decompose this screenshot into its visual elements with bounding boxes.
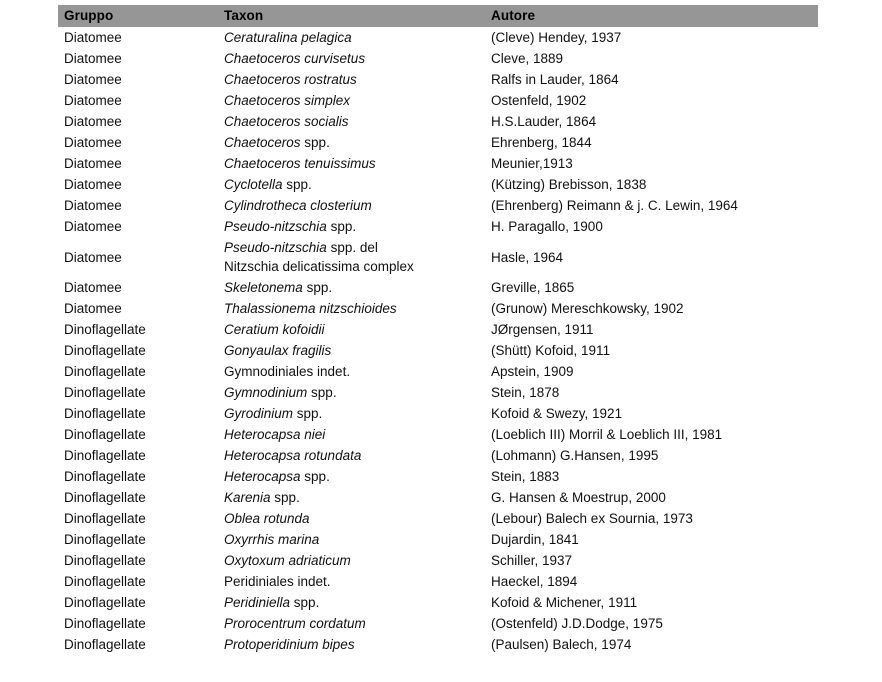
cell-gruppo: Dinoflagellate — [64, 615, 146, 631]
taxon-fragment: spp. — [306, 279, 333, 295]
cell-gruppo: Dinoflagellate — [64, 531, 146, 547]
table-row — [58, 550, 818, 571]
cell-autore: Haeckel, 1894 — [491, 573, 578, 589]
cell-gruppo: Dinoflagellate — [64, 594, 146, 610]
cell-taxon — [218, 216, 485, 237]
cell-taxon — [218, 111, 485, 132]
taxon-fragment: spp. — [293, 594, 320, 610]
cell-gruppo: Diatomee — [64, 50, 122, 66]
table-row — [58, 634, 818, 655]
cell-gruppo: Diatomee — [64, 134, 122, 150]
cell-taxon — [218, 424, 485, 445]
taxon-fragment: Chaetoceros socialis — [224, 113, 349, 129]
cell-gruppo: Diatomee — [64, 176, 122, 192]
taxon-fragment: Pseudo-nitzschia — [224, 218, 331, 234]
table-row — [58, 529, 818, 550]
table-row — [58, 592, 818, 613]
cell-autore: (Ehrenberg) Reimann & j. C. Lewin, 1964 — [491, 197, 738, 213]
cell-autore: (Lohmann) G.Hansen, 1995 — [491, 447, 659, 463]
taxon-fragment: Oblea rotunda — [224, 510, 310, 526]
table-row — [58, 340, 818, 361]
table-row — [58, 403, 818, 424]
cell-autore: JØrgensen, 1911 — [491, 321, 594, 337]
taxon-fragment: Oxytoxum adriaticum — [224, 552, 351, 568]
cell-taxon — [218, 634, 485, 655]
cell-gruppo: Dinoflagellate — [64, 426, 146, 442]
column-header-taxon: Taxon — [224, 8, 264, 23]
cell-gruppo: Dinoflagellate — [64, 405, 146, 421]
cell-autore: Kofoid & Michener, 1911 — [491, 594, 638, 610]
cell-autore: (Cleve) Hendey, 1937 — [491, 29, 622, 45]
taxon-fragment: Chaetoceros rostratus — [224, 71, 357, 87]
taxon-fragment: spp. — [304, 468, 330, 484]
cell-gruppo: Dinoflagellate — [64, 636, 146, 652]
cell-gruppo: Dinoflagellate — [64, 384, 146, 400]
cell-taxon — [218, 27, 485, 48]
cell-autore: (Shütt) Kofoid, 1911 — [491, 342, 611, 358]
cell-autore: G. Hansen & Moestrup, 2000 — [491, 489, 666, 505]
taxon-fragment: Skeletonema — [224, 279, 307, 295]
taxon-fragment: spp. — [286, 176, 312, 192]
taxon-fragment: Ceraturalina pelagica — [224, 29, 352, 45]
cell-taxon — [218, 487, 485, 508]
taxon-fragment: Gymnodinium — [224, 384, 312, 400]
taxon-fragment: Gyrodinium — [224, 405, 297, 421]
cell-taxon — [218, 571, 485, 592]
table-row — [58, 361, 818, 382]
taxon-fragment: Peridiniales indet. — [224, 573, 331, 589]
taxon-fragment: Chaetoceros — [224, 134, 305, 150]
table-row — [58, 48, 818, 69]
cell-autore: Greville, 1865 — [491, 279, 575, 295]
cell-taxon — [218, 237, 485, 277]
column-header-autore: Autore — [491, 8, 536, 23]
table-row — [58, 132, 818, 153]
table-row — [58, 90, 818, 111]
cell-autore: Apstein, 1909 — [491, 363, 574, 379]
cell-taxon — [218, 298, 485, 319]
table-row — [58, 487, 818, 508]
cell-taxon — [218, 277, 485, 298]
cell-gruppo: Dinoflagellate — [64, 363, 146, 379]
taxon-fragment: Oxyrrhis marina — [224, 531, 320, 547]
cell-autore: Ostenfeld, 1902 — [491, 92, 587, 108]
table-row — [58, 319, 818, 340]
cell-autore: Meunier,1913 — [491, 155, 573, 171]
cell-autore: Kofoid & Swezy, 1921 — [491, 405, 623, 421]
cell-gruppo: Dinoflagellate — [64, 342, 146, 358]
cell-autore: Ralfs in Lauder, 1864 — [491, 71, 619, 87]
table-row — [58, 445, 818, 466]
taxon-fragment: spp. — [274, 489, 300, 505]
cell-taxon — [218, 403, 485, 424]
cell-gruppo: Diatomee — [64, 197, 122, 213]
cell-gruppo: Dinoflagellate — [64, 552, 146, 568]
cell-autore: H.S.Lauder, 1864 — [491, 113, 597, 129]
taxon-fragment: Chaetoceros tenuissimus — [224, 155, 376, 171]
taxon-fragment: spp. del — [330, 240, 378, 255]
taxon-fragment: Pseudo-nitzschia — [224, 240, 331, 255]
table-row — [58, 277, 818, 298]
taxon-fragment: Cyclotella — [224, 176, 287, 192]
table-row — [58, 298, 818, 319]
table-row — [58, 382, 818, 403]
species-table — [58, 5, 818, 655]
cell-taxon — [218, 195, 485, 216]
cell-taxon — [218, 466, 485, 487]
cell-gruppo: Diatomee — [64, 249, 122, 265]
cell-taxon — [218, 340, 485, 361]
cell-gruppo: Diatomee — [64, 29, 122, 45]
table-row — [58, 466, 818, 487]
cell-autore: Cleve, 1889 — [491, 50, 564, 66]
cell-autore: (Lebour) Balech ex Sournia, 1973 — [491, 510, 693, 526]
taxon-fragment: spp. — [296, 405, 323, 421]
taxon-fragment: Peridiniella — [224, 594, 294, 610]
taxon-fragment: Gonyaulax fragilis — [224, 342, 332, 358]
cell-taxon — [218, 445, 485, 466]
cell-autore: (Loeblich III) Morril & Loeblich III, 1981 — [491, 426, 723, 442]
taxon-fragment: Heterocapsa rotundata — [224, 447, 362, 463]
table-row — [58, 111, 818, 132]
table-row — [58, 153, 818, 174]
table-body — [58, 27, 818, 655]
table-row — [58, 571, 818, 592]
cell-autore: (Grunow) Mereschkowsky, 1902 — [491, 300, 684, 316]
cell-taxon — [218, 319, 485, 340]
table-row — [58, 613, 818, 634]
taxon-fragment: Gymnodiniales indet. — [224, 363, 351, 379]
taxon-fragment: spp. — [330, 218, 357, 234]
table-row — [58, 508, 818, 529]
taxon-fragment: Chaetoceros simplex — [224, 92, 351, 108]
table-row — [58, 27, 818, 48]
cell-taxon — [218, 48, 485, 69]
cell-autore: Stein, 1878 — [491, 384, 560, 400]
cell-gruppo: Diatomee — [64, 279, 122, 295]
cell-autore: Dujardin, 1841 — [491, 531, 579, 547]
cell-taxon — [218, 529, 485, 550]
taxon-fragment: spp. — [304, 134, 330, 150]
cell-autore: Ehrenberg, 1844 — [491, 134, 592, 150]
taxon-fragment: Thalassionema nitzschioides — [224, 300, 397, 316]
table-row — [58, 237, 818, 277]
cell-taxon — [218, 174, 485, 195]
cell-taxon — [218, 153, 485, 174]
taxon-fragment: Protoperidinium bipes — [224, 636, 355, 652]
taxon-fragment: Chaetoceros curvisetus — [224, 50, 366, 66]
table-header — [58, 5, 818, 27]
table-row — [58, 69, 818, 90]
cell-autore: Schiller, 1937 — [491, 552, 573, 568]
cell-autore: (Kützing) Brebisson, 1838 — [491, 176, 647, 192]
table-header-row — [58, 5, 818, 27]
taxon-fragment: Ceratium kofoidii — [224, 321, 325, 337]
cell-gruppo: Dinoflagellate — [64, 489, 146, 505]
cell-taxon — [218, 90, 485, 111]
taxon-fragment: Heterocapsa niei — [224, 426, 326, 442]
cell-taxon — [218, 613, 485, 634]
cell-taxon — [218, 69, 485, 90]
cell-autore: Stein, 1883 — [491, 468, 560, 484]
table-row — [58, 195, 818, 216]
taxon-fragment: Cylindrotheca closterium — [224, 197, 372, 213]
cell-gruppo: Diatomee — [64, 300, 122, 316]
cell-gruppo: Dinoflagellate — [64, 468, 146, 484]
cell-gruppo: Diatomee — [64, 71, 122, 87]
cell-gruppo: Dinoflagellate — [64, 510, 146, 526]
cell-gruppo: Diatomee — [64, 113, 122, 129]
cell-taxon — [218, 361, 485, 382]
cell-autore: (Paulsen) Balech, 1974 — [491, 636, 632, 652]
taxon-fragment: Nitzschia delicatissima complex — [224, 259, 414, 274]
cell-autore: H. Paragallo, 1900 — [491, 218, 603, 234]
cell-autore: (Ostenfeld) J.D.Dodge, 1975 — [491, 615, 663, 631]
table-row — [58, 174, 818, 195]
cell-gruppo: Diatomee — [64, 92, 122, 108]
cell-gruppo: Diatomee — [64, 218, 122, 234]
cell-gruppo: Dinoflagellate — [64, 321, 146, 337]
taxon-fragment: Heterocapsa — [224, 468, 305, 484]
cell-taxon — [218, 132, 485, 153]
cell-gruppo: Diatomee — [64, 155, 122, 171]
taxon-fragment: Karenia — [224, 489, 275, 505]
column-header-gruppo: Gruppo — [64, 8, 114, 23]
cell-gruppo: Dinoflagellate — [64, 573, 146, 589]
table-row — [58, 216, 818, 237]
cell-taxon — [218, 508, 485, 529]
taxon-fragment: spp. — [311, 384, 337, 400]
cell-autore: Hasle, 1964 — [491, 249, 564, 265]
cell-taxon — [218, 592, 485, 613]
cell-taxon — [218, 382, 485, 403]
table-row — [58, 424, 818, 445]
taxon-fragment: Prorocentrum cordatum — [224, 615, 366, 631]
cell-taxon — [218, 550, 485, 571]
cell-gruppo: Dinoflagellate — [64, 447, 146, 463]
